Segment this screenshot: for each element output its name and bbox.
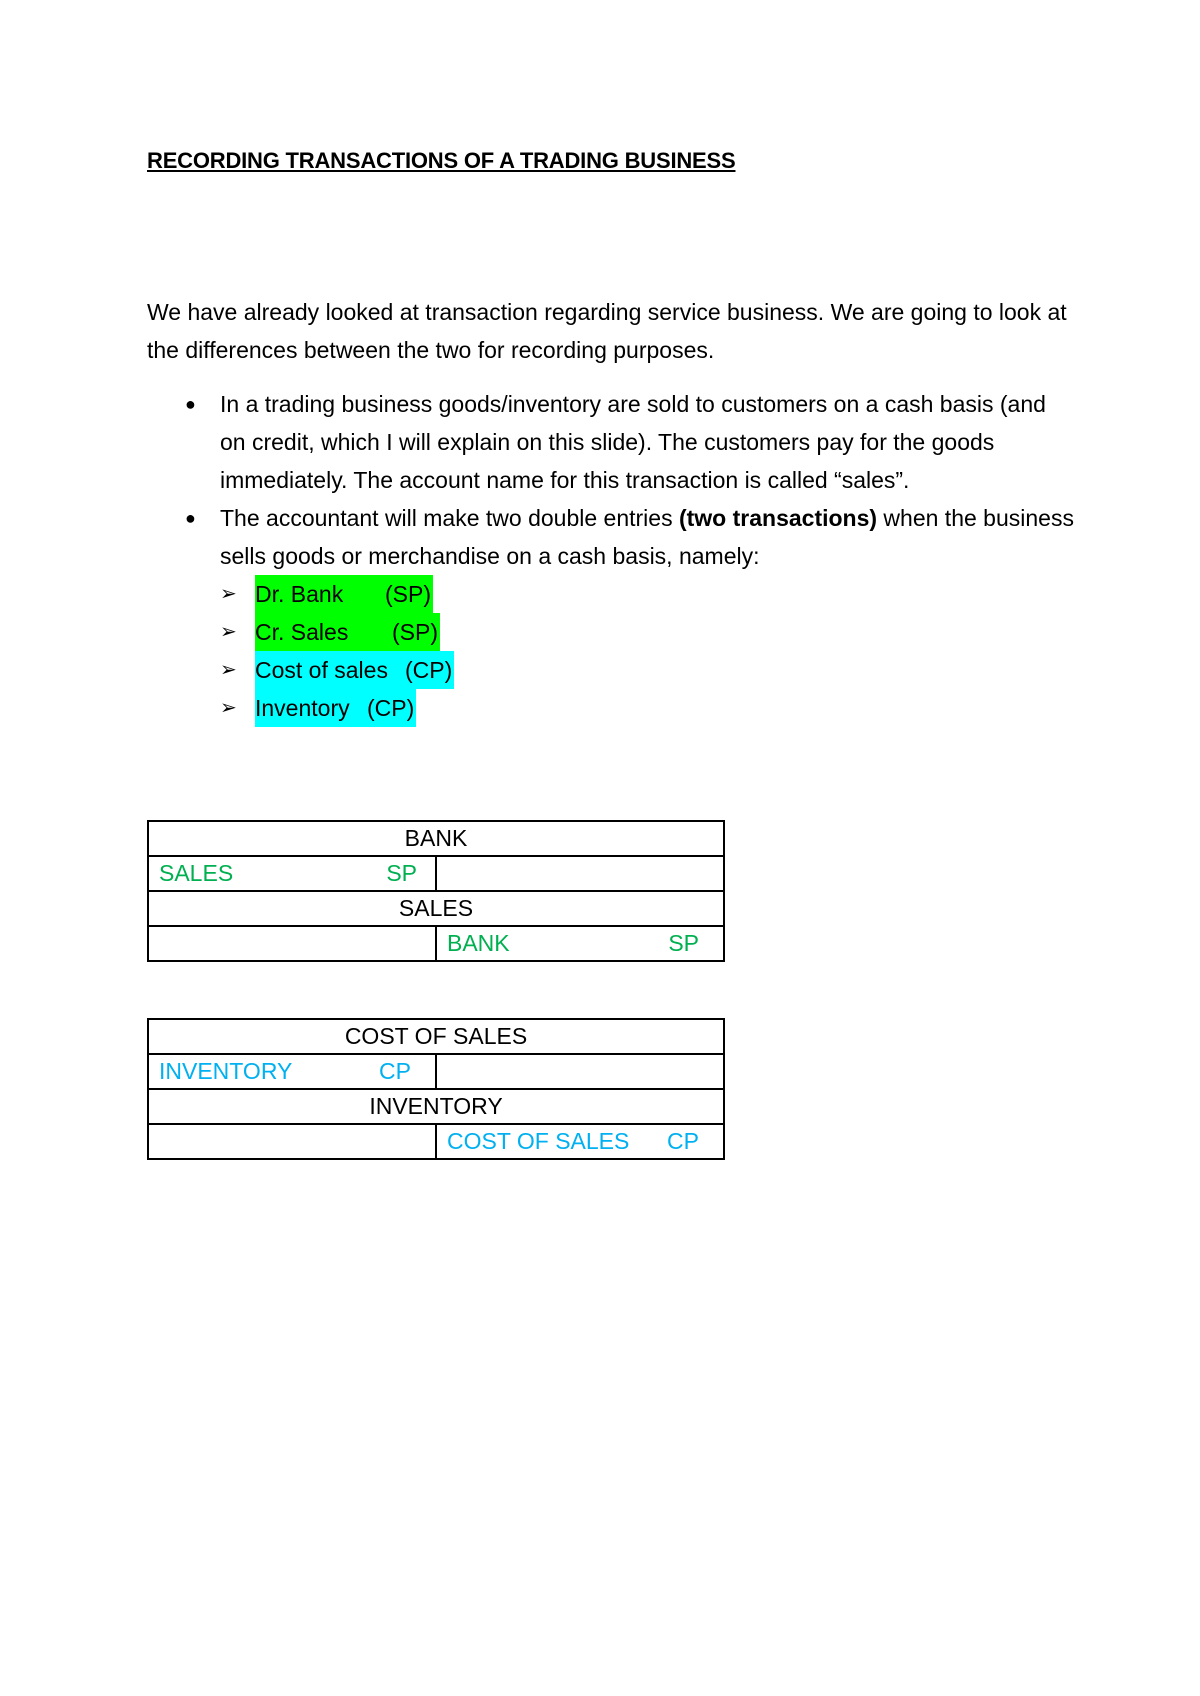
sales-credit-cell xyxy=(436,926,724,961)
bullet-text: The accountant will make two double entries (two transactions) when the business sells goods or merchandise on a cash basis, namely: xyxy=(220,505,1074,569)
bullet-dot-icon: ● xyxy=(185,508,196,528)
table-row xyxy=(148,926,724,961)
credit-account-code: SP xyxy=(668,930,699,956)
entry-item xyxy=(220,575,1077,613)
debit-account-code: CP xyxy=(379,1058,411,1084)
entry-label: Cost of sales xyxy=(255,657,388,683)
entry-label: Inventory xyxy=(255,695,350,721)
table-row xyxy=(148,1019,724,1054)
bank-account-header: BANK xyxy=(148,821,724,856)
entry-tag: (SP) xyxy=(385,581,431,607)
bullet-item xyxy=(147,385,1077,499)
debit-account-name: SALES xyxy=(159,860,234,886)
debit-account-code: SP xyxy=(386,860,417,886)
t-account-table-bank-sales xyxy=(147,820,725,962)
entry-list xyxy=(220,575,1077,727)
cost-of-sales-account-header: COST OF SALES xyxy=(148,1019,724,1054)
entry-label: Cr. Sales xyxy=(255,619,349,645)
inventory-credit-cell xyxy=(436,1124,724,1159)
arrow-bullet-icon: ➢ xyxy=(220,621,237,643)
intro-paragraph: We have already looked at transaction regarding service business. We are going to look at the differences between the two for recording purposes. xyxy=(147,299,1067,363)
entry-tag: (CP) xyxy=(405,657,453,683)
arrow-bullet-icon: ➢ xyxy=(220,697,237,719)
inventory-account-header: INVENTORY xyxy=(148,1089,724,1124)
bank-debit-cell xyxy=(148,856,436,891)
t-account-table-cost-of-sales-inventory xyxy=(147,1018,725,1160)
sales-debit-cell xyxy=(148,926,436,961)
credit-account-name: COST OF SALES xyxy=(447,1128,630,1154)
table-row xyxy=(148,821,724,856)
arrow-bullet-icon: ➢ xyxy=(220,659,237,681)
bold-phrase: (two transactions) xyxy=(678,505,878,531)
sales-account-header: SALES xyxy=(148,891,724,926)
table-row xyxy=(148,1054,724,1089)
entry-highlight xyxy=(220,689,416,727)
table-row xyxy=(148,1124,724,1159)
table-row xyxy=(148,1089,724,1124)
entry-highlight xyxy=(220,575,433,613)
entry-tag: (CP) xyxy=(367,695,415,721)
entry-item xyxy=(220,651,1077,689)
credit-account-code: CP xyxy=(667,1128,699,1154)
entry-highlight xyxy=(220,613,440,651)
entry-label: Dr. Bank xyxy=(255,581,344,607)
entry-item xyxy=(220,613,1077,651)
entry-highlight xyxy=(220,651,454,689)
bank-credit-cell xyxy=(436,856,724,891)
bullet-text: In a trading business goods/inventory are sold to customers on a cash basis (and on credit, which I will explain on this slide). The customers pay for the goods immediately. The account name for this transaction is called “sales”. xyxy=(220,391,1046,493)
table-row xyxy=(148,891,724,926)
cost-of-sales-credit-cell xyxy=(436,1054,724,1089)
page-title: RECORDING TRANSACTIONS OF A TRADING BUSINESS xyxy=(147,148,736,173)
cost-of-sales-debit-cell xyxy=(148,1054,436,1089)
credit-account-name: BANK xyxy=(447,930,510,956)
entry-item xyxy=(220,689,1077,727)
bullet-item xyxy=(147,499,1077,727)
bullet-dot-icon: ● xyxy=(185,394,196,414)
bullet-list xyxy=(147,385,1077,727)
debit-account-name: INVENTORY xyxy=(159,1058,293,1084)
arrow-bullet-icon: ➢ xyxy=(220,583,237,605)
inventory-debit-cell xyxy=(148,1124,436,1159)
entry-tag: (SP) xyxy=(392,619,438,645)
table-row xyxy=(148,856,724,891)
